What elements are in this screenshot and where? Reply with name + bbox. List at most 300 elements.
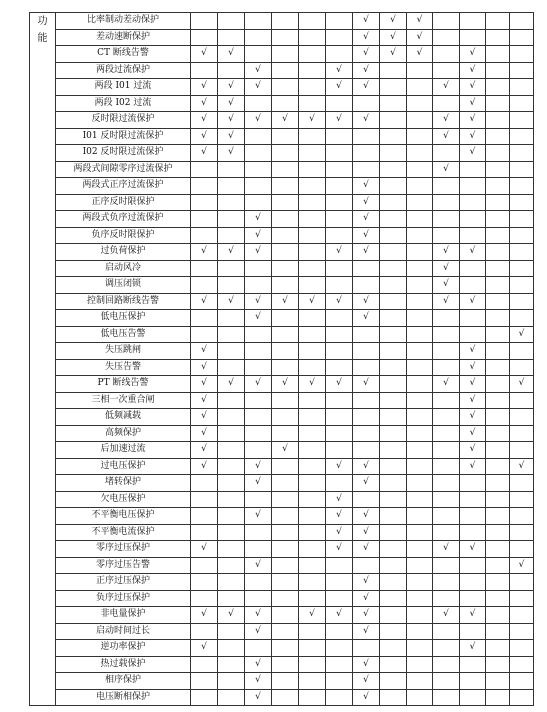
- check-cell: [407, 343, 433, 360]
- check-cell: [407, 458, 433, 475]
- table-row: [30, 541, 534, 558]
- check-cell: [299, 409, 326, 426]
- check-cell: [407, 640, 433, 657]
- check-cell: [433, 673, 460, 690]
- check-cell: √: [353, 574, 380, 591]
- check-cell: √: [353, 62, 380, 79]
- check-cell: √: [245, 376, 272, 393]
- check-cell: [218, 62, 245, 79]
- check-cell: [486, 128, 510, 145]
- function-table: [29, 12, 534, 706]
- table-row: [30, 623, 534, 640]
- check-cell: [326, 29, 353, 46]
- check-cell: √: [460, 95, 486, 112]
- check-cell: [245, 392, 272, 409]
- check-cell: [460, 277, 486, 294]
- function-name-cell: 低电压保护: [56, 310, 191, 327]
- table-row: [30, 326, 534, 343]
- check-cell: [218, 541, 245, 558]
- table-row: [30, 112, 534, 129]
- check-cell: [510, 29, 534, 46]
- check-cell: [380, 607, 407, 624]
- check-cell: [407, 524, 433, 541]
- check-cell: [326, 145, 353, 162]
- check-cell: [460, 227, 486, 244]
- check-cell: [486, 13, 510, 30]
- check-cell: √: [380, 13, 407, 30]
- check-cell: [510, 524, 534, 541]
- check-cell: [510, 541, 534, 558]
- check-cell: [486, 112, 510, 129]
- check-cell: [326, 95, 353, 112]
- function-name-cell: 正序过压保护: [56, 574, 191, 591]
- check-cell: √: [433, 277, 460, 294]
- check-cell: [218, 277, 245, 294]
- check-cell: [272, 277, 299, 294]
- check-cell: [191, 491, 218, 508]
- check-cell: [407, 260, 433, 277]
- table-row: [30, 359, 534, 376]
- check-cell: [380, 392, 407, 409]
- check-cell: [510, 607, 534, 624]
- check-cell: [218, 656, 245, 673]
- check-cell: √: [433, 541, 460, 558]
- check-cell: [460, 326, 486, 343]
- function-table-body: [30, 13, 534, 706]
- check-cell: [326, 343, 353, 360]
- check-cell: [272, 194, 299, 211]
- check-cell: [245, 277, 272, 294]
- check-cell: √: [353, 458, 380, 475]
- check-cell: [380, 623, 407, 640]
- check-cell: [326, 227, 353, 244]
- check-cell: [486, 524, 510, 541]
- function-name-cell: 控制回路断线告警: [56, 293, 191, 310]
- check-cell: [380, 541, 407, 558]
- check-cell: [299, 277, 326, 294]
- check-cell: [486, 293, 510, 310]
- check-cell: [326, 442, 353, 459]
- check-cell: [486, 475, 510, 492]
- check-cell: √: [407, 13, 433, 30]
- check-cell: [299, 326, 326, 343]
- check-cell: [486, 145, 510, 162]
- check-cell: √: [353, 376, 380, 393]
- check-cell: [460, 211, 486, 228]
- function-name-cell: 不平衡电压保护: [56, 508, 191, 525]
- check-cell: √: [460, 458, 486, 475]
- check-cell: [433, 590, 460, 607]
- check-cell: [407, 194, 433, 211]
- check-cell: √: [326, 293, 353, 310]
- check-cell: √: [245, 475, 272, 492]
- check-cell: [486, 673, 510, 690]
- check-cell: [299, 244, 326, 261]
- check-cell: [460, 194, 486, 211]
- check-cell: [407, 79, 433, 96]
- check-cell: √: [191, 145, 218, 162]
- check-cell: [299, 541, 326, 558]
- check-cell: √: [191, 458, 218, 475]
- check-cell: [486, 359, 510, 376]
- check-cell: [353, 425, 380, 442]
- check-cell: √: [433, 607, 460, 624]
- check-cell: [486, 574, 510, 591]
- check-cell: [407, 491, 433, 508]
- function-name-cell: 热过载保护: [56, 656, 191, 673]
- table-row: [30, 409, 534, 426]
- function-name-cell: CT 断线告警: [56, 46, 191, 63]
- function-name-cell: PT 断线告警: [56, 376, 191, 393]
- check-cell: [218, 689, 245, 706]
- check-cell: √: [433, 376, 460, 393]
- check-cell: √: [245, 508, 272, 525]
- check-cell: √: [218, 244, 245, 261]
- check-cell: [191, 557, 218, 574]
- check-cell: [299, 178, 326, 195]
- check-cell: [326, 557, 353, 574]
- check-cell: [460, 508, 486, 525]
- check-cell: [486, 590, 510, 607]
- check-cell: √: [353, 590, 380, 607]
- check-cell: [460, 475, 486, 492]
- check-cell: √: [433, 79, 460, 96]
- check-cell: [433, 95, 460, 112]
- check-cell: [380, 475, 407, 492]
- check-cell: √: [299, 607, 326, 624]
- check-cell: [191, 574, 218, 591]
- table-row: [30, 161, 534, 178]
- table-row: [30, 260, 534, 277]
- check-cell: [460, 623, 486, 640]
- check-cell: [299, 623, 326, 640]
- check-cell: [245, 524, 272, 541]
- category-label: 功能: [30, 13, 56, 706]
- check-cell: [433, 29, 460, 46]
- check-cell: √: [245, 458, 272, 475]
- check-cell: [353, 95, 380, 112]
- table-row: [30, 557, 534, 574]
- check-cell: [326, 194, 353, 211]
- check-cell: √: [460, 293, 486, 310]
- check-cell: [272, 145, 299, 162]
- check-cell: [299, 491, 326, 508]
- check-cell: [380, 640, 407, 657]
- check-cell: [380, 491, 407, 508]
- check-cell: [272, 689, 299, 706]
- check-cell: [326, 128, 353, 145]
- check-cell: [299, 508, 326, 525]
- check-cell: √: [460, 145, 486, 162]
- check-cell: [486, 244, 510, 261]
- check-cell: [299, 161, 326, 178]
- check-cell: √: [353, 623, 380, 640]
- check-cell: [191, 326, 218, 343]
- check-cell: [299, 310, 326, 327]
- check-cell: √: [353, 211, 380, 228]
- check-cell: [299, 656, 326, 673]
- check-cell: √: [353, 524, 380, 541]
- check-cell: √: [299, 293, 326, 310]
- check-cell: √: [191, 392, 218, 409]
- check-cell: √: [218, 46, 245, 63]
- check-cell: √: [460, 640, 486, 657]
- check-cell: [510, 491, 534, 508]
- check-cell: [299, 145, 326, 162]
- check-cell: [380, 62, 407, 79]
- check-cell: [407, 112, 433, 129]
- check-cell: √: [353, 541, 380, 558]
- check-cell: [353, 128, 380, 145]
- check-cell: √: [460, 541, 486, 558]
- check-cell: [486, 458, 510, 475]
- table-row: [30, 79, 534, 96]
- check-cell: [486, 227, 510, 244]
- check-cell: [407, 392, 433, 409]
- check-cell: [380, 178, 407, 195]
- table-row: [30, 211, 534, 228]
- check-cell: [510, 409, 534, 426]
- check-cell: [299, 260, 326, 277]
- check-cell: [353, 326, 380, 343]
- check-cell: [326, 689, 353, 706]
- check-cell: √: [272, 376, 299, 393]
- check-cell: [272, 161, 299, 178]
- check-cell: [433, 656, 460, 673]
- check-cell: [245, 574, 272, 591]
- check-cell: √: [353, 607, 380, 624]
- check-cell: [326, 392, 353, 409]
- check-cell: [510, 442, 534, 459]
- check-cell: [380, 194, 407, 211]
- check-cell: √: [272, 293, 299, 310]
- check-cell: [191, 508, 218, 525]
- check-cell: √: [191, 293, 218, 310]
- check-cell: √: [218, 79, 245, 96]
- check-cell: √: [460, 112, 486, 129]
- check-cell: [218, 260, 245, 277]
- check-cell: √: [326, 79, 353, 96]
- check-cell: [510, 508, 534, 525]
- check-cell: [486, 178, 510, 195]
- check-cell: [486, 409, 510, 426]
- function-name-cell: 启动风冷: [56, 260, 191, 277]
- check-cell: [326, 574, 353, 591]
- check-cell: [380, 112, 407, 129]
- check-cell: √: [245, 293, 272, 310]
- check-cell: [245, 260, 272, 277]
- check-cell: [510, 95, 534, 112]
- check-cell: [272, 574, 299, 591]
- check-cell: [433, 392, 460, 409]
- check-cell: √: [353, 194, 380, 211]
- check-cell: [272, 656, 299, 673]
- check-cell: √: [191, 425, 218, 442]
- check-cell: [272, 673, 299, 690]
- check-cell: [407, 277, 433, 294]
- check-cell: √: [326, 491, 353, 508]
- check-cell: √: [299, 376, 326, 393]
- check-cell: [486, 211, 510, 228]
- function-name-cell: 负序过压保护: [56, 590, 191, 607]
- check-cell: [380, 343, 407, 360]
- check-cell: [218, 211, 245, 228]
- check-cell: [460, 260, 486, 277]
- check-cell: √: [353, 178, 380, 195]
- check-cell: [433, 458, 460, 475]
- function-name-cell: 正序反时限保护: [56, 194, 191, 211]
- check-cell: √: [326, 607, 353, 624]
- check-cell: √: [460, 46, 486, 63]
- check-cell: [510, 425, 534, 442]
- check-cell: √: [460, 128, 486, 145]
- check-cell: [407, 211, 433, 228]
- table-row: [30, 442, 534, 459]
- check-cell: [407, 128, 433, 145]
- check-cell: [380, 211, 407, 228]
- check-cell: [407, 623, 433, 640]
- check-cell: [191, 62, 218, 79]
- function-name-cell: 负序反时限保护: [56, 227, 191, 244]
- check-cell: [380, 79, 407, 96]
- table-row: [30, 508, 534, 525]
- check-cell: [218, 392, 245, 409]
- check-cell: √: [191, 442, 218, 459]
- check-cell: [380, 227, 407, 244]
- check-cell: √: [407, 29, 433, 46]
- check-cell: [486, 392, 510, 409]
- check-cell: [218, 458, 245, 475]
- check-cell: [407, 541, 433, 558]
- check-cell: [380, 524, 407, 541]
- check-cell: [272, 79, 299, 96]
- check-cell: [245, 194, 272, 211]
- table-row: [30, 293, 534, 310]
- check-cell: [272, 458, 299, 475]
- check-cell: [353, 491, 380, 508]
- check-cell: [272, 607, 299, 624]
- check-cell: √: [460, 79, 486, 96]
- check-cell: [299, 689, 326, 706]
- check-cell: [299, 557, 326, 574]
- check-cell: √: [353, 79, 380, 96]
- check-cell: [407, 326, 433, 343]
- check-cell: [380, 293, 407, 310]
- check-cell: [407, 689, 433, 706]
- check-cell: [245, 409, 272, 426]
- check-cell: √: [218, 95, 245, 112]
- check-cell: √: [510, 458, 534, 475]
- check-cell: [380, 244, 407, 261]
- table-row: [30, 590, 534, 607]
- check-cell: [245, 442, 272, 459]
- check-cell: [218, 227, 245, 244]
- check-cell: [510, 343, 534, 360]
- function-name-cell: 电压断相保护: [56, 689, 191, 706]
- check-cell: [299, 640, 326, 657]
- check-cell: [510, 656, 534, 673]
- table-row: [30, 607, 534, 624]
- check-cell: [245, 590, 272, 607]
- check-cell: [486, 442, 510, 459]
- function-name-cell: 两段式负序过流保护: [56, 211, 191, 228]
- check-cell: [245, 359, 272, 376]
- check-cell: √: [510, 557, 534, 574]
- check-cell: [486, 607, 510, 624]
- table-row: [30, 673, 534, 690]
- check-cell: [407, 508, 433, 525]
- check-cell: [272, 524, 299, 541]
- check-cell: [299, 211, 326, 228]
- check-cell: √: [353, 310, 380, 327]
- check-cell: [245, 640, 272, 657]
- check-cell: √: [191, 359, 218, 376]
- check-cell: [380, 310, 407, 327]
- check-cell: [272, 46, 299, 63]
- check-cell: [460, 673, 486, 690]
- check-cell: [326, 359, 353, 376]
- check-cell: [326, 656, 353, 673]
- check-cell: [299, 29, 326, 46]
- check-cell: [407, 673, 433, 690]
- check-cell: [433, 145, 460, 162]
- check-cell: [218, 359, 245, 376]
- check-cell: [486, 557, 510, 574]
- check-cell: [191, 623, 218, 640]
- check-cell: [218, 194, 245, 211]
- check-cell: [460, 29, 486, 46]
- check-cell: [510, 673, 534, 690]
- check-cell: [407, 590, 433, 607]
- check-cell: [299, 79, 326, 96]
- table-row: [30, 656, 534, 673]
- check-cell: [299, 343, 326, 360]
- check-cell: [272, 359, 299, 376]
- check-cell: [510, 227, 534, 244]
- check-cell: [218, 425, 245, 442]
- function-name-cell: 相序保护: [56, 673, 191, 690]
- check-cell: [272, 640, 299, 657]
- check-cell: [272, 557, 299, 574]
- check-cell: [433, 310, 460, 327]
- check-cell: [380, 95, 407, 112]
- check-cell: √: [245, 62, 272, 79]
- check-cell: √: [245, 607, 272, 624]
- check-cell: [191, 227, 218, 244]
- check-cell: [326, 623, 353, 640]
- check-cell: [191, 161, 218, 178]
- check-cell: √: [433, 293, 460, 310]
- check-cell: [380, 145, 407, 162]
- check-cell: [299, 359, 326, 376]
- check-cell: [380, 673, 407, 690]
- check-cell: [510, 211, 534, 228]
- check-cell: [272, 425, 299, 442]
- check-cell: √: [326, 541, 353, 558]
- check-cell: [272, 260, 299, 277]
- check-cell: [326, 475, 353, 492]
- check-cell: [272, 244, 299, 261]
- check-cell: [433, 524, 460, 541]
- function-name-cell: 两段过流保护: [56, 62, 191, 79]
- check-cell: [407, 409, 433, 426]
- check-cell: [353, 277, 380, 294]
- check-cell: [272, 343, 299, 360]
- check-cell: √: [218, 293, 245, 310]
- check-cell: [510, 475, 534, 492]
- check-cell: [272, 62, 299, 79]
- check-cell: [380, 656, 407, 673]
